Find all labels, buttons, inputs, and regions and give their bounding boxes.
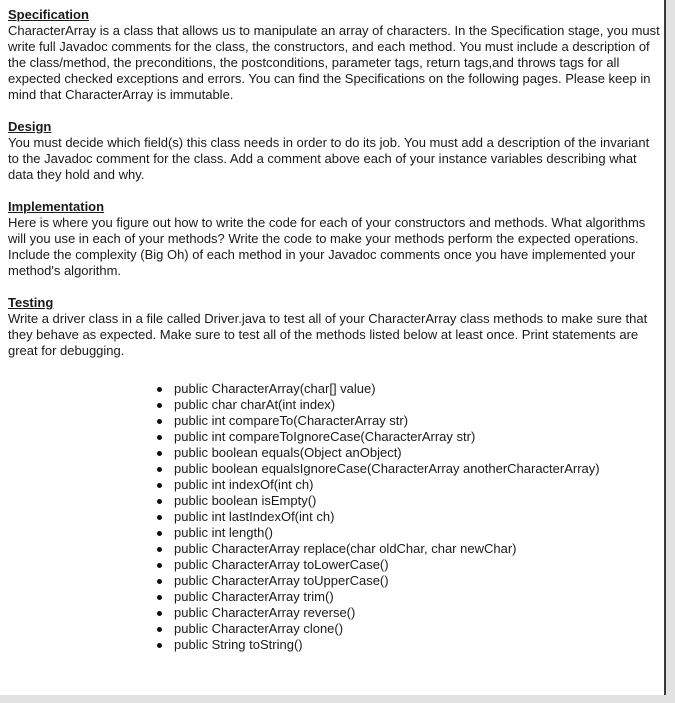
method-signature: public CharacterArray clone()	[174, 621, 344, 636]
method-signature: public int indexOf(int ch)	[174, 477, 314, 492]
method-signature: public CharacterArray toUpperCase()	[174, 573, 389, 588]
method-list-item	[174, 621, 660, 637]
method-list	[8, 381, 660, 653]
section-testing	[8, 295, 660, 359]
section-body-design: You must decide which field(s) this class needs in order to do its job. You must add a description of the invariant to the Javadoc comment for the class. Add a comment above each of your instance variables describing what data they hold and why.	[8, 135, 650, 182]
method-list-item	[174, 477, 660, 493]
method-list-item	[174, 445, 660, 461]
method-list-item	[174, 525, 660, 541]
bullet-icon	[157, 387, 162, 392]
bullet-icon	[157, 435, 162, 440]
bullet-icon	[157, 595, 162, 600]
bullet-icon	[157, 499, 162, 504]
section-implementation	[8, 199, 660, 279]
method-signature: public boolean isEmpty()	[174, 493, 317, 508]
method-list-item	[174, 493, 660, 509]
method-signature: public int compareTo(CharacterArray str)	[174, 413, 409, 428]
bullet-icon	[157, 467, 162, 472]
method-list-item	[174, 589, 660, 605]
bullet-icon	[157, 547, 162, 552]
method-signature: public CharacterArray trim()	[174, 589, 334, 604]
method-signature: public char charAt(int index)	[174, 397, 336, 412]
method-list-item	[174, 397, 660, 413]
method-signature: public CharacterArray replace(char oldChar, char newChar)	[174, 541, 517, 556]
method-signature: public int lastIndexOf(int ch)	[174, 509, 335, 524]
bullet-icon	[157, 419, 162, 424]
method-signature: public CharacterArray(char[] value)	[174, 381, 376, 396]
method-list-item	[174, 381, 660, 397]
bullet-icon	[157, 627, 162, 632]
method-list-item	[174, 509, 660, 525]
bullet-icon	[157, 451, 162, 456]
method-signature: public boolean equalsIgnoreCase(CharacterArray anotherCharacterArray)	[174, 461, 600, 476]
bullet-icon	[157, 403, 162, 408]
method-signature: public boolean equals(Object anObject)	[174, 445, 402, 460]
method-signature: public String toString()	[174, 637, 303, 652]
bullet-icon	[157, 579, 162, 584]
bullet-icon	[157, 643, 162, 648]
bullet-icon	[157, 515, 162, 520]
method-list-item	[174, 413, 660, 429]
bullet-icon	[157, 531, 162, 536]
section-heading-implementation: Implementation	[8, 199, 105, 214]
bullet-icon	[157, 563, 162, 568]
method-list-item	[174, 541, 660, 557]
method-list-item	[174, 429, 660, 445]
section-body-testing: Write a driver class in a file called Driver.java to test all of your CharacterArray class methods to make sure that they behave as expected. Make sure to test all of the methods listed below at least once. Print statements are great for debugging.	[8, 311, 648, 358]
method-list-item	[174, 573, 660, 589]
method-list-item	[174, 605, 660, 621]
section-body-specification: CharacterArray is a class that allows us to manipulate an array of characters. In the Specification stage, you must write full Javadoc comments for the class, the constructors, and each method. You must include a description of the class/method, the preconditions, the postconditions, parameter tags, return tags,and throws tags for all expected checked exceptions and errors. You can find the Specifications on the following pages. Please keep in mind that CharacterArray is immutable.	[8, 23, 660, 102]
section-specification	[8, 7, 660, 103]
bullet-icon	[157, 611, 162, 616]
method-list-item	[174, 557, 660, 573]
section-heading-design: Design	[8, 119, 52, 134]
method-signature: public CharacterArray toLowerCase()	[174, 557, 389, 572]
method-list-item	[174, 461, 660, 477]
method-signature: public int length()	[174, 525, 273, 540]
method-signature: public int compareToIgnoreCase(CharacterArray str)	[174, 429, 476, 444]
method-list-item	[174, 637, 660, 653]
section-design	[8, 119, 660, 183]
bullet-icon	[157, 483, 162, 488]
method-signature: public CharacterArray reverse()	[174, 605, 356, 620]
section-heading-testing: Testing	[8, 295, 54, 310]
section-body-implementation: Here is where you figure out how to write the code for each of your constructors and methods. What algorithms will you use in each of your methods? Write the code to make your methods perform the expected operations. Include the complexity (Big Oh) of each method in your Javadoc comments once you have implemented your method's algorithm.	[8, 215, 646, 278]
section-heading-specification: Specification	[8, 7, 89, 22]
